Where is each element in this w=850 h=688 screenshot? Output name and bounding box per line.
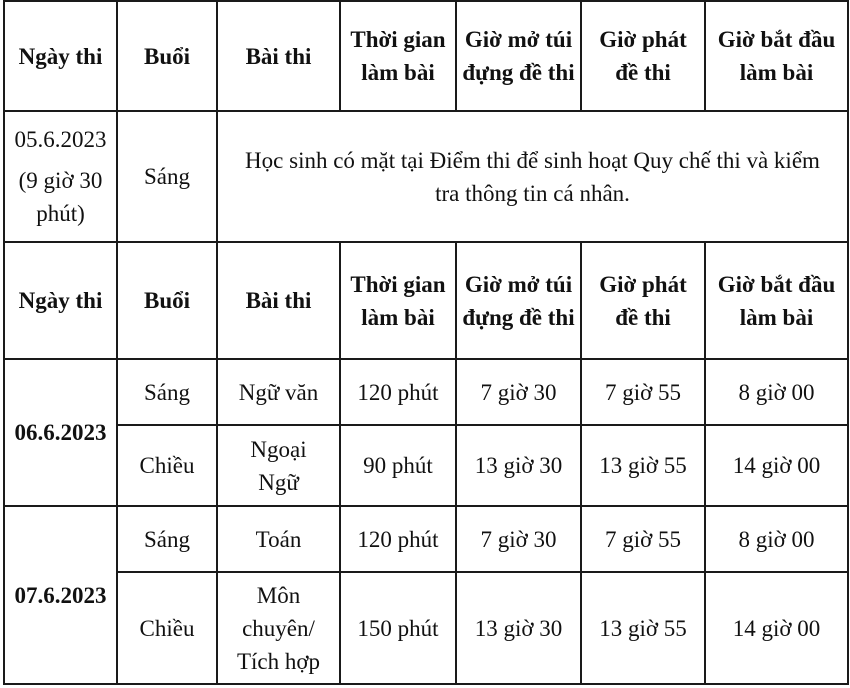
header-start: Giờ bắt đầu làm bài	[705, 1, 848, 111]
open-time-cell: 13 giờ 30	[456, 425, 581, 506]
header-distribute: Giờ phát đề thi	[581, 242, 705, 359]
header-row	[4, 1, 848, 111]
start-time-cell: 8 giờ 00	[705, 506, 848, 572]
distribute-time-cell: 13 giờ 55	[581, 425, 705, 506]
header-duration: Thời gian làm bài	[340, 1, 456, 111]
subject-cell: Ngoại Ngữ	[217, 425, 340, 506]
start-time-cell: 14 giờ 00	[705, 425, 848, 506]
header-distribute: Giờ phát đề thi	[581, 1, 705, 111]
session-cell: Chiều	[117, 572, 217, 684]
session-cell: Sáng	[117, 359, 217, 425]
session-cell: Chiều	[117, 425, 217, 506]
header-start: Giờ bắt đầu làm bài	[705, 242, 848, 359]
table-row	[4, 506, 848, 572]
orientation-table	[3, 0, 849, 243]
header-open-envelope: Giờ mở túi đựng đề thi	[456, 1, 581, 111]
orientation-date-cell	[4, 111, 117, 242]
open-time-cell: 7 giờ 30	[456, 506, 581, 572]
header-session: Buổi	[117, 1, 217, 111]
orientation-date: 05.6.2023	[14, 127, 107, 152]
header-open-envelope: Giờ mở túi đựng đề thi	[456, 242, 581, 359]
start-time-cell: 14 giờ 00	[705, 572, 848, 684]
header-exam-date: Ngày thi	[4, 1, 117, 111]
exam-date-cell: 06.6.2023	[4, 359, 117, 506]
session-cell: Sáng	[117, 506, 217, 572]
orientation-session: Sáng	[117, 111, 217, 242]
start-time-cell: 8 giờ 00	[705, 359, 848, 425]
distribute-time-cell: 7 giờ 55	[581, 506, 705, 572]
header-duration: Thời gian làm bài	[340, 242, 456, 359]
table-row	[4, 572, 848, 684]
orientation-time: (9 giờ 30 phút)	[18, 168, 103, 226]
exam-schedule-table	[3, 241, 849, 685]
table-row	[4, 425, 848, 506]
exam-date-cell: 07.6.2023	[4, 506, 117, 684]
header-exam-date: Ngày thi	[4, 242, 117, 359]
subject-cell: Môn chuyên/ Tích hợp	[217, 572, 340, 684]
subject-cell: Ngữ văn	[217, 359, 340, 425]
open-time-cell: 7 giờ 30	[456, 359, 581, 425]
header-subject: Bài thi	[217, 242, 340, 359]
distribute-time-cell: 13 giờ 55	[581, 572, 705, 684]
distribute-time-cell: 7 giờ 55	[581, 359, 705, 425]
header-row	[4, 242, 848, 359]
duration-cell: 120 phút	[340, 506, 456, 572]
orientation-notice: Học sinh có mặt tại Điểm thi để sinh hoạt Quy chế thi và kiểm tra thông tin cá nhân.	[217, 111, 848, 242]
duration-cell: 90 phút	[340, 425, 456, 506]
open-time-cell: 13 giờ 30	[456, 572, 581, 684]
table-row	[4, 111, 848, 242]
duration-cell: 120 phút	[340, 359, 456, 425]
subject-cell: Toán	[217, 506, 340, 572]
table-row	[4, 359, 848, 425]
duration-cell: 150 phút	[340, 572, 456, 684]
header-subject: Bài thi	[217, 1, 340, 111]
header-session: Buổi	[117, 242, 217, 359]
